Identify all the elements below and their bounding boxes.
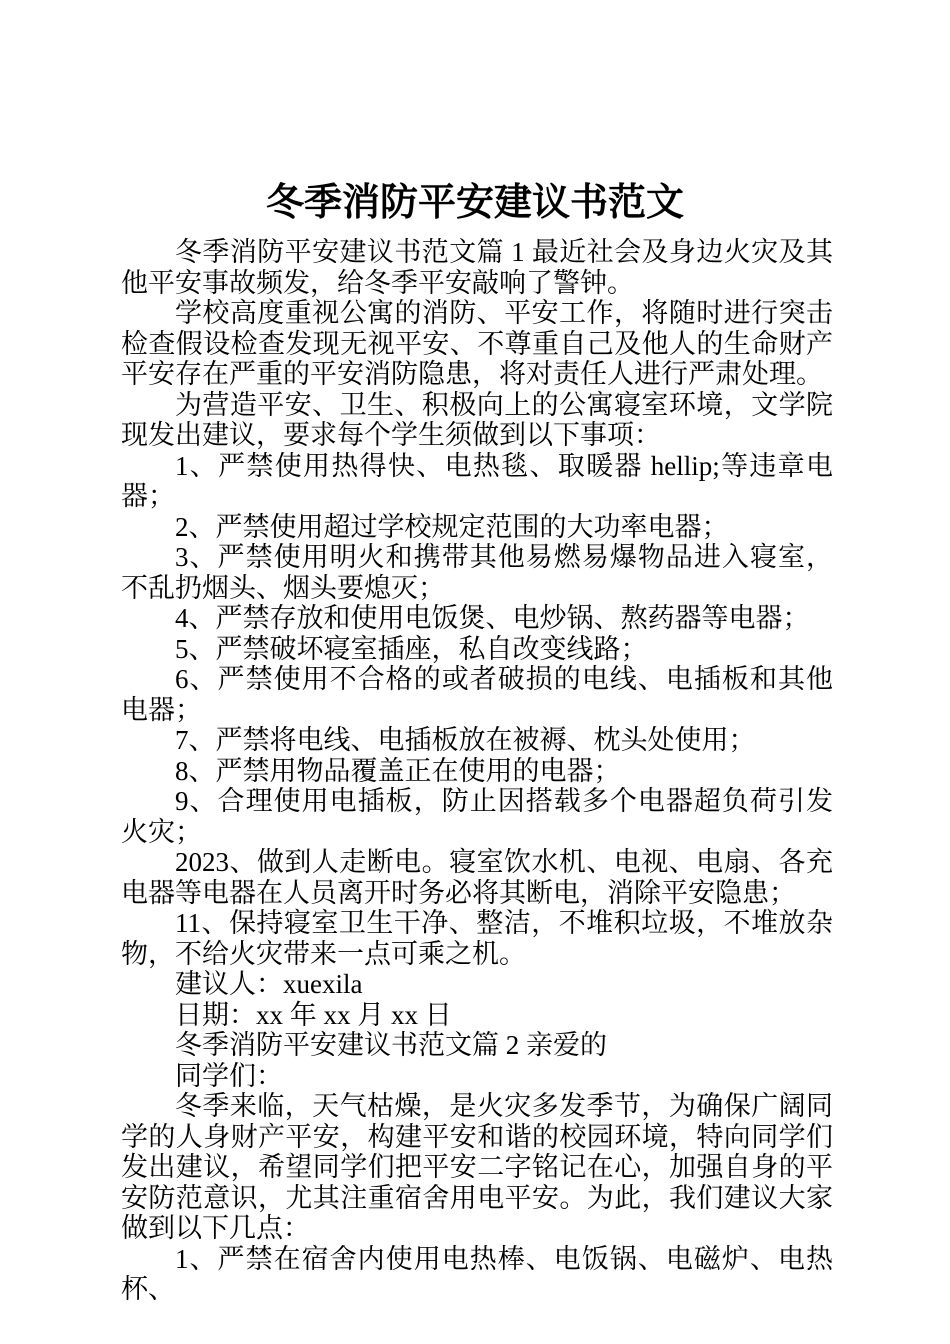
list-item-7: 7、严禁将电线、电插板放在被褥、枕头处使用；	[175, 725, 756, 755]
salutation-line: 同学们：	[175, 1060, 283, 1091]
section-2-list-item-1: 1、严禁在宿舍内使用电热棒、电饭锅、电磁炉、电热杯、	[121, 1243, 833, 1304]
paragraph-intro-1: 冬季消防平安建议书范文篇 1 最近社会及身边火灾及其他平安事故频发，给冬季平安敲响了警钟。	[121, 237, 833, 298]
section-2-heading: 冬季消防平安建议书范文篇 2 亲爱的	[175, 1030, 607, 1060]
date-line: 日期：xx 年 xx 月 xx 日	[175, 999, 452, 1030]
list-item-9: 9、合理使用电插板，防止因搭载多个电器超负荷引发火灾；	[121, 786, 833, 847]
paragraph-intro-3: 为营造平安、卫生、积极向上的公寓寝室环境，文学院现发出建议，要求每个学生须做到以下事项：	[121, 389, 833, 450]
document-body	[121, 237, 833, 1305]
proposer-line: 建议人：xuexila	[175, 969, 363, 999]
list-item-8: 8、严禁用物品覆盖正在使用的电器；	[175, 755, 621, 786]
list-item-6: 6、严禁使用不合格的或者破损的电线、电插板和其他电器；	[121, 664, 833, 725]
paragraph-intro-2: 学校高度重视公寓的消防、平安工作，将随时进行突击检查假设检查发现无视平安、不尊重自己及他人的生命财产平安存在严重的平安消防隐患，将对责任人进行严肃处理。	[121, 298, 833, 389]
list-item-3: 3、严禁使用明火和携带其他易燃易爆物品进入寝室，不乱扔烟头、烟头要熄灭；	[121, 542, 833, 603]
list-item-2: 2、严禁使用超过学校规定范围的大功率电器；	[175, 511, 729, 542]
list-item-4: 4、严禁存放和使用电饭煲、电炒锅、熬药器等电器；	[175, 603, 810, 633]
list-item-11: 11、保持寝室卫生干净、整洁，不堆积垃圾，不堆放杂物，不给火灾带来一点可乘之机。	[121, 908, 833, 969]
list-item-10: 2023、做到人走断电。寝室饮水机、电视、电扇、各充电器等电器在人员离开时务必将其断电，消除平安隐患；	[121, 847, 833, 908]
list-item-1: 1、严禁使用热得快、电热毯、取暖器 hellip;等违章电器；	[121, 450, 833, 511]
document-title: 冬季消防平安建议书范文	[265, 182, 684, 224]
section-2-intro: 冬季来临，天气枯燥，是火灾多发季节，为确保广阔同学的人身财产平安，构建平安和谐的校园环境，特向同学们发出建议，希望同学们把平安二字铭记在心，加强自身的平安防范意识，尤其注重宿舍用电平安。为此，我们建议大家做到以下几点：	[121, 1091, 833, 1243]
list-item-5: 5、严禁破坏寝室插座，私自改变线路；	[175, 633, 648, 664]
